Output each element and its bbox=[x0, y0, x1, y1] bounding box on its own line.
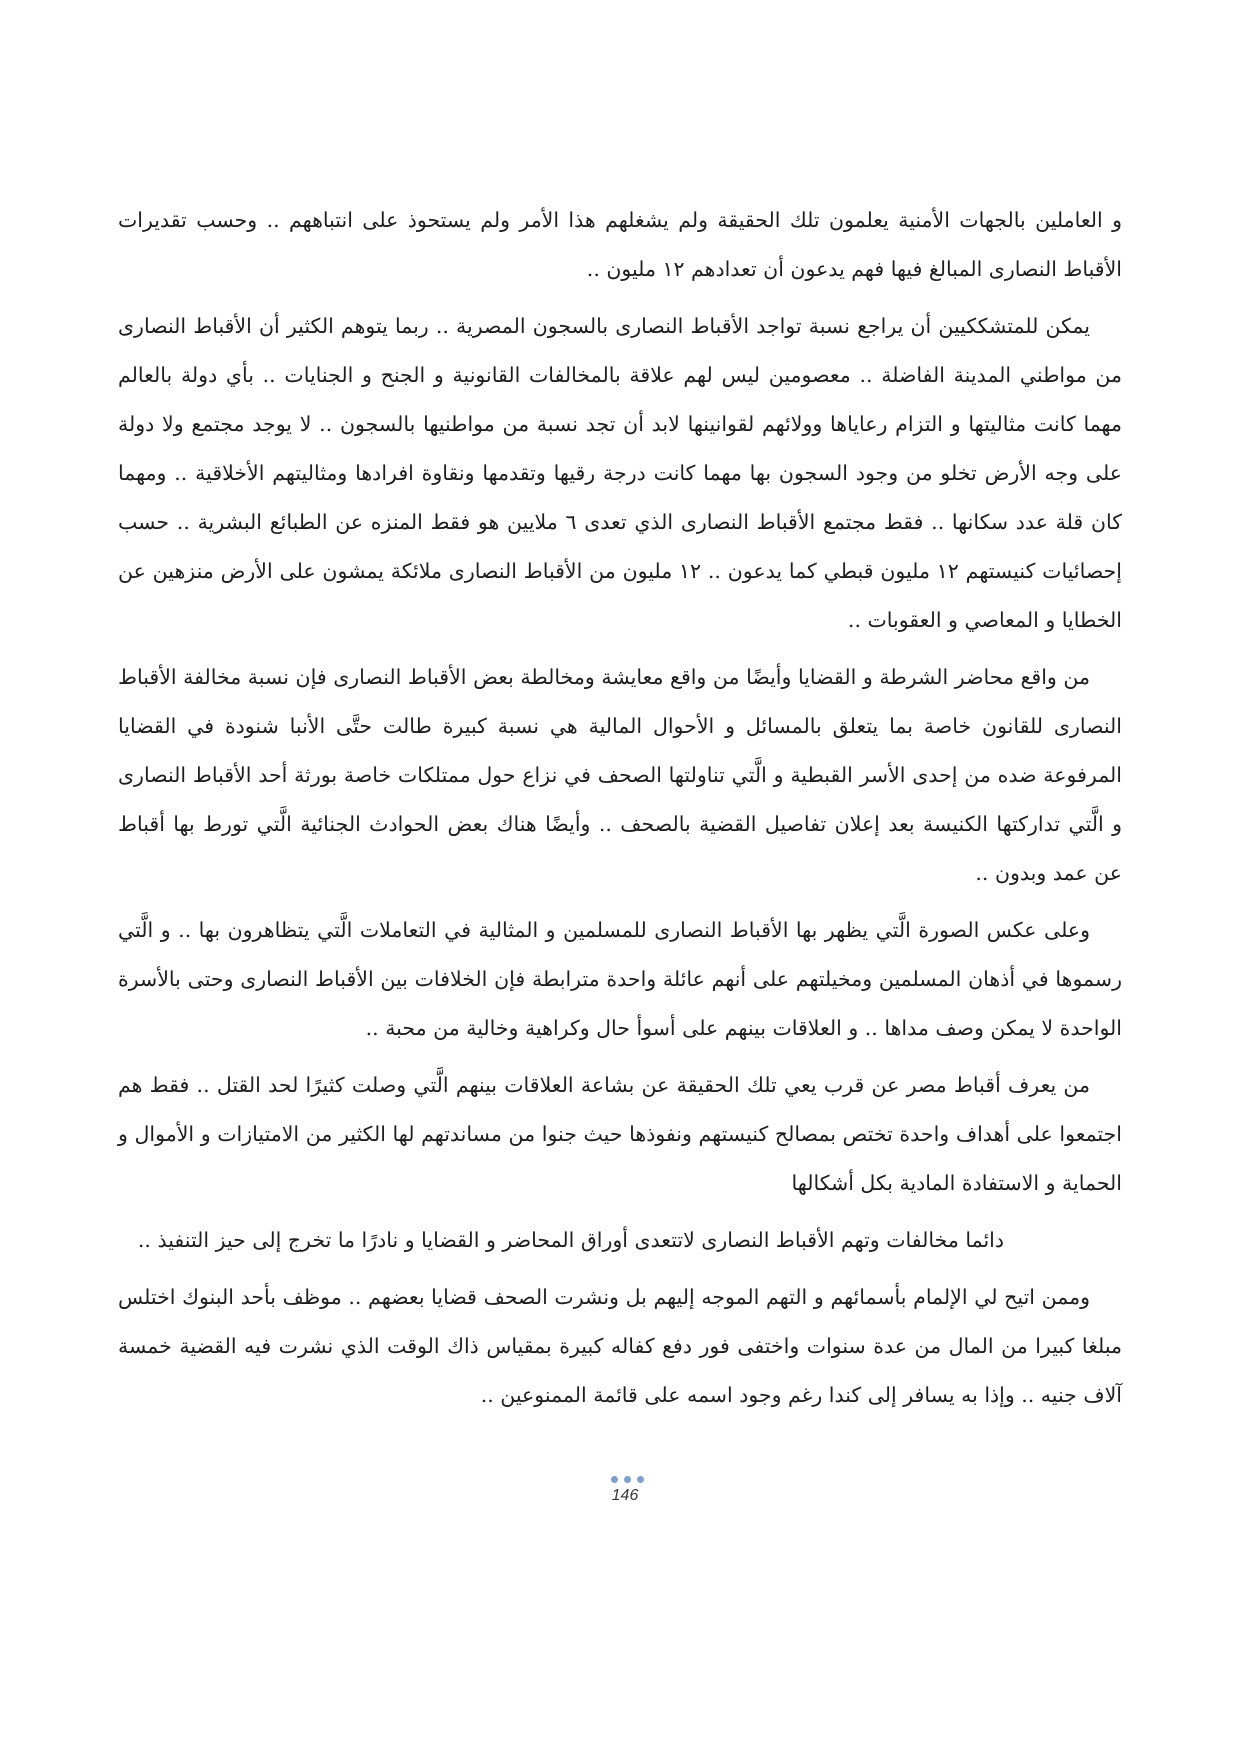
paragraph-1: و العاملين بالجهات الأمنية يعلمون تلك الحقيقة ولم يشغلهم هذا الأمر ولم يستحوذ على انتباههم .. وحسب تقديرات الأقباط النصارى المبالغ فيها فهم يدعون أن تعدادهم ١٢ مليون .. bbox=[118, 208, 1122, 281]
paragraph-5: من يعرف أقباط مصر عن قرب يعي تلك الحقيقة عن بشاعة العلاقات بينهم الَّتي وصلت كثيرًا لحد القتل .. فقط هم اجتمعوا على أهداف واحدة تختص بمصالح كنيستهم ونفوذها حيث جنوا من مساندتهم لها الكثير من الامتيازات و الأموال و الحماية و الاستفادة المادية بكل أشكالها bbox=[118, 1073, 1122, 1195]
body-text bbox=[118, 196, 1122, 1428]
paragraph-3: من واقع محاضر الشرطة و القضايا وأيضًا من واقع معايشة ومخالطة بعض الأقباط النصارى فإن نسبة مخالفة الأقباط النصارى للقانون خاصة بما يتعلق بالمسائل و الأحوال المالية هي نسبة كبيرة طالت حتَّى الأنبا شنودة في القضايا المرفوعة ضده من إحدى الأسر القبطية و الَّتي تناولتها الصحف في نزاع حول ممتلكات خاصة بورثة أحد الأقباط النصارى و الَّتي تداركتها الكنيسة بعد إعلان تفاصيل القضية بالصحف .. وأيضًا هناك بعض الحوادث الجنائية الَّتي تورط بها أقباط عن عمد وبدون .. bbox=[118, 665, 1122, 885]
dot-icon bbox=[611, 1476, 618, 1483]
paragraph-6: دائما مخالفات وتهم الأقباط النصارى لاتتعدى أوراق المحاضر و القضايا و نادرًا ما تخرج إلى حيز التنفيذ .. bbox=[137, 1228, 1004, 1252]
dot-icon bbox=[637, 1476, 644, 1483]
paragraph-2: يمكن للمتشككيين أن يراجع نسبة تواجد الأقباط النصارى بالسجون المصرية .. ربما يتوهم الكثير أن الأقباط النصارى من مواطني المدينة الفاضلة .. معصومين ليس لهم علاقة بالمخالفات القانونية و الجنح و الجنايات .. بأي دولة بالعالم مهما كانت مثاليتها و التزام رعاياها وولائهم لقوانينها لابد أن تجد نسبة من مواطنيها بالسجون .. لا يوجد مجتمع ولا دولة على وجه الأرض تخلو من وجود السجون بها مهما كانت درجة رقيها وتقدمها ونقاوة افرادها ومثاليتهم الأخلاقية .. ومهما كان قلة عدد سكانها .. فقط مجتمع الأقباط النصارى الذي تعدى ٦ ملايين هو فقط المنزه عن الطبائع البشرية .. حسب إحصائيات كنيستهم ١٢ مليون قبطي كما يدعون .. ١٢ مليون من الأقباط النصارى ملائكة يمشون على الأرض منزهين عن الخطايا و المعاصي و العقوبات .. bbox=[118, 314, 1123, 632]
page-footer bbox=[0, 1476, 1240, 1505]
paragraph-7: وممن اتيح لي الإلمام بأسمائهم و التهم الموجه إليهم بل ونشرت الصحف قضايا بعضهم .. موظف بأحد البنوك اختلس مبلغا كبيرا من المال من عدة سنوات واختفى فور دفع كفاله كبيرة بمقياس ذاك الوقت الذي نشرت فيه القضية خمسة آلاف جنيه .. وإذا به يسافر إلى كندا رغم وجود اسمه على قائمة الممنوعين .. bbox=[118, 1285, 1122, 1407]
paragraph-4: وعلى عكس الصورة الَّتي يظهر بها الأقباط النصارى للمسلمين و المثالية في التعاملات الَّتي يتظاهرون بها .. و الَّتي رسموها في أذهان المسلمين ومخيلتهم على أنهم عائلة واحدة مترابطة فإن الخلافات بين الأقباط النصارى وحتى بالأسرة الواحدة لا يمكن وصف مداها .. و العلاقات بينهم على أسوأ حال وكراهية وخالية من محبة .. bbox=[118, 918, 1122, 1040]
page-number: 146 bbox=[611, 1487, 639, 1504]
ornament-dots-icon bbox=[14, 1476, 1240, 1486]
dot-icon bbox=[624, 1476, 631, 1483]
